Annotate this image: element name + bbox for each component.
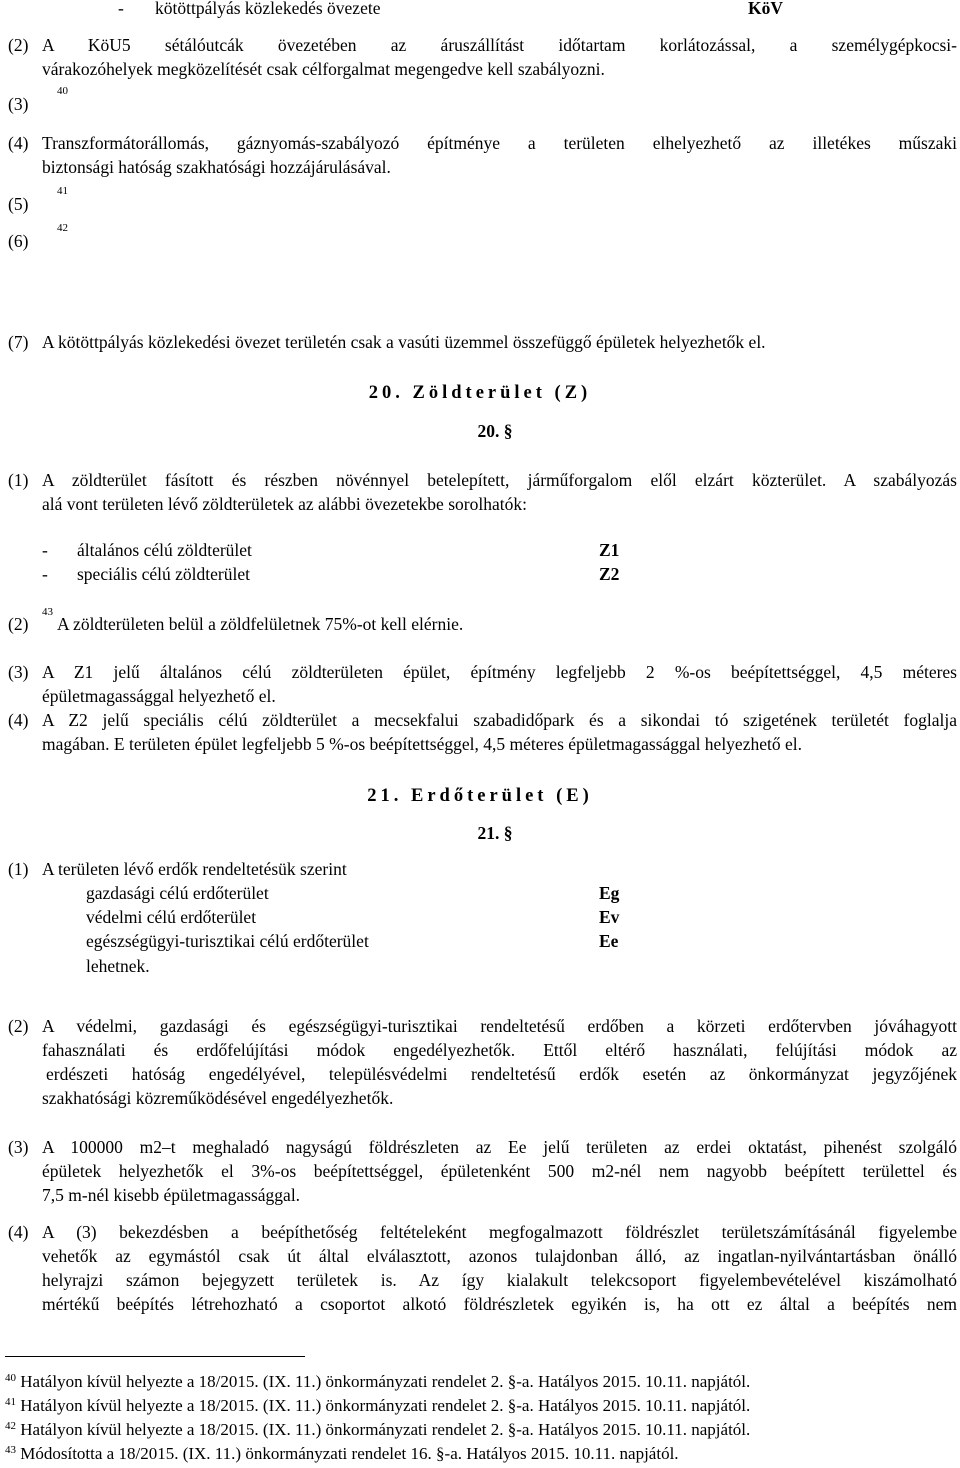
paragraph-line: A Z1 jelű általános célú zöldterületen épület, építmény legfeljebb 2 %-os beépítettséggel, 4,5 méteres xyxy=(42,662,957,682)
footnote xyxy=(5,1395,750,1417)
paragraph-number: (2) xyxy=(8,614,29,634)
paragraph-line: várakozóhelyek megközelítését csak célforgalmat megengedve kell szabályozni. xyxy=(42,59,605,79)
zone-code: Z1 xyxy=(599,540,620,560)
footnote-text: Módosította a 18/2015. (IX. 11.) önkormányzati rendelet 16. §-a. Hatályos 2015. 10.11. napjától. xyxy=(20,1444,679,1463)
paragraph-line: A Z2 jelű speciális célú zöldterület a mecsekfalui szabadidőpark és a sikondai tó szigetének területét foglalja xyxy=(42,710,957,730)
paragraph-number: (1) xyxy=(8,470,29,490)
list-item-label: speciális célú zöldterület xyxy=(77,564,250,584)
footnote-number: 43 xyxy=(5,1444,16,1456)
paragraph-line: A zöldterület fásított és részben növénnyel betelepített, járműforgalom elől elzárt közterület. A szabályozás xyxy=(42,470,957,490)
paragraph-line: A (3) bekezdésben a beépíthetőség feltételeként megfogalmazott földrészlet területszámításánál figyelembe xyxy=(42,1222,957,1242)
list-item-label: gazdasági célú erdőterület xyxy=(86,883,269,903)
paragraph-line: épületek helyezhetők el 3%-os beépítettséggel, épületenként 500 m2-nél nem nagyobb beépített területtel és xyxy=(42,1161,957,1181)
paragraph-number: (7) xyxy=(8,332,29,352)
list-item-label: kötöttpályás közlekedés övezete xyxy=(155,0,381,18)
section-heading: 20. Zöldterület (Z) xyxy=(368,383,592,403)
zone-code: Ev xyxy=(599,907,620,927)
section-mark: 20. § xyxy=(477,421,513,441)
footnote xyxy=(5,1419,750,1441)
list-item-label: egészségügyi-turisztikai célú erdőterület xyxy=(86,931,369,951)
paragraph-line: magában. E területen épület legfeljebb 5 %-os beépítettséggel, 4,5 méteres épületmagassággal helyezhető el. xyxy=(42,734,802,754)
paragraph-line: biztonsági hatóság szakhatósági hozzájárulásával. xyxy=(42,157,391,177)
footnote-ref[interactable]: 41 xyxy=(57,185,68,197)
footnote-number: 41 xyxy=(5,1396,16,1408)
paragraph-line: A védelmi, gazdasági és egészségügyi-turisztikai rendeltetésű erdőben a körzeti erdőtervben jóváhagyott xyxy=(42,1016,957,1036)
paragraph-line: lehetnek. xyxy=(86,956,150,976)
paragraph-line: A KöU5 sétálóutcák övezetében az áruszállítást időtartam korlátozással, a személygépkocsi- xyxy=(42,35,957,55)
list-item-label: általános célú zöldterület xyxy=(77,540,252,560)
paragraph-number: (3) xyxy=(8,94,29,114)
footnote-text: Hatályon kívül helyezte a 18/2015. (IX. 11.) önkormányzati rendelet 2. §-a. Hatályos 2015. 10.11. napjától. xyxy=(20,1420,751,1439)
paragraph-number: (2) xyxy=(8,35,29,55)
footnote-text: Hatályon kívül helyezte a 18/2015. (IX. 11.) önkormányzati rendelet 2. §-a. Hatályos 2015. 10.11. napjától. xyxy=(20,1372,751,1391)
paragraph-number: (3) xyxy=(8,662,29,682)
footnote-ref[interactable]: 42 xyxy=(57,222,68,234)
paragraph-line: helyrajzi számon bejegyzett területek is. Az így kialakult telekcsoport figyelembevételével kiszámolható xyxy=(42,1270,957,1290)
paragraph-line: A zöldterületen belül a zöldfelületnek 75%-ot kell elérnie. xyxy=(57,614,464,634)
footnote-ref[interactable]: 43 xyxy=(42,606,53,618)
paragraph-line: épületmagassággal helyezhető el. xyxy=(42,686,276,706)
paragraph-line: A területen lévő erdők rendeltetésük szerint xyxy=(42,859,347,879)
footnote xyxy=(5,1443,679,1465)
zone-code: KöV xyxy=(748,0,783,18)
footnote-number: 40 xyxy=(5,1372,16,1384)
zone-code: Z2 xyxy=(599,564,620,584)
paragraph-number: (4) xyxy=(8,1222,29,1242)
zone-code: Ee xyxy=(599,931,619,951)
paragraph-line: erdészeti hatóság engedélyével, településvédelmi rendeltetésű erdők esetén az önkormányzat jegyzőjének xyxy=(46,1064,957,1084)
list-item-label: védelmi célú erdőterület xyxy=(86,907,257,927)
paragraph-number: (1) xyxy=(8,859,29,879)
list-dash: - xyxy=(42,540,48,560)
footnote xyxy=(5,1371,750,1393)
footnote-separator xyxy=(5,1356,305,1357)
paragraph-number: (4) xyxy=(8,710,29,730)
paragraph-line: 7,5 m-nél kisebb épületmagassággal. xyxy=(42,1185,301,1205)
paragraph-line: A 100000 m2–t meghaladó nagyságú földrészleten az Ee jelű területen az erdei oktatást, pihenést szolgáló xyxy=(42,1137,957,1157)
paragraph-number: (4) xyxy=(8,133,29,153)
section-mark: 21. § xyxy=(477,823,513,843)
paragraph-line: alá vont területen lévő zöldterületek az alábbi övezetekbe sorolhatók: xyxy=(42,494,527,514)
zone-code: Eg xyxy=(599,883,620,903)
paragraph-line: Transzformátorállomás, gáznyomás-szabályozó építménye a területen elhelyezhető az illetékes műszaki xyxy=(42,133,957,153)
paragraph-line: vehetők az egymástól csak út által elválasztott, azonos tulajdonban álló, az ingatlan-nyilvántartásban önálló xyxy=(42,1246,957,1266)
paragraph-number: (5) xyxy=(8,194,29,214)
paragraph-line: fahasználati és erdőfelújítási módok engedélyezhetők. Ettől eltérő használati, felújítási módok az xyxy=(42,1040,957,1060)
paragraph-number: (2) xyxy=(8,1016,29,1036)
list-dash: - xyxy=(42,564,48,584)
section-heading: 21. Erdőterület (E) xyxy=(367,786,593,806)
footnote-text: Hatályon kívül helyezte a 18/2015. (IX. 11.) önkormányzati rendelet 2. §-a. Hatályos 2015. 10.11. napjától. xyxy=(20,1396,751,1415)
footnote-ref[interactable]: 40 xyxy=(57,85,68,97)
paragraph-number: (3) xyxy=(8,1137,29,1157)
paragraph-number: (6) xyxy=(8,231,29,251)
paragraph-line: A kötöttpályás közlekedési övezet területén csak a vasúti üzemmel összefüggő épületek helyezhetők el. xyxy=(42,332,766,352)
paragraph-line: mértékű beépítés létrehozható a csoportot alkotó földrészletek egyikén is, ha ott ez által a beépítés nem xyxy=(42,1294,957,1314)
list-dash: - xyxy=(118,0,124,18)
footnote-number: 42 xyxy=(5,1420,16,1432)
paragraph-line: szakhatósági közreműködésével engedélyezhetők. xyxy=(42,1088,394,1108)
